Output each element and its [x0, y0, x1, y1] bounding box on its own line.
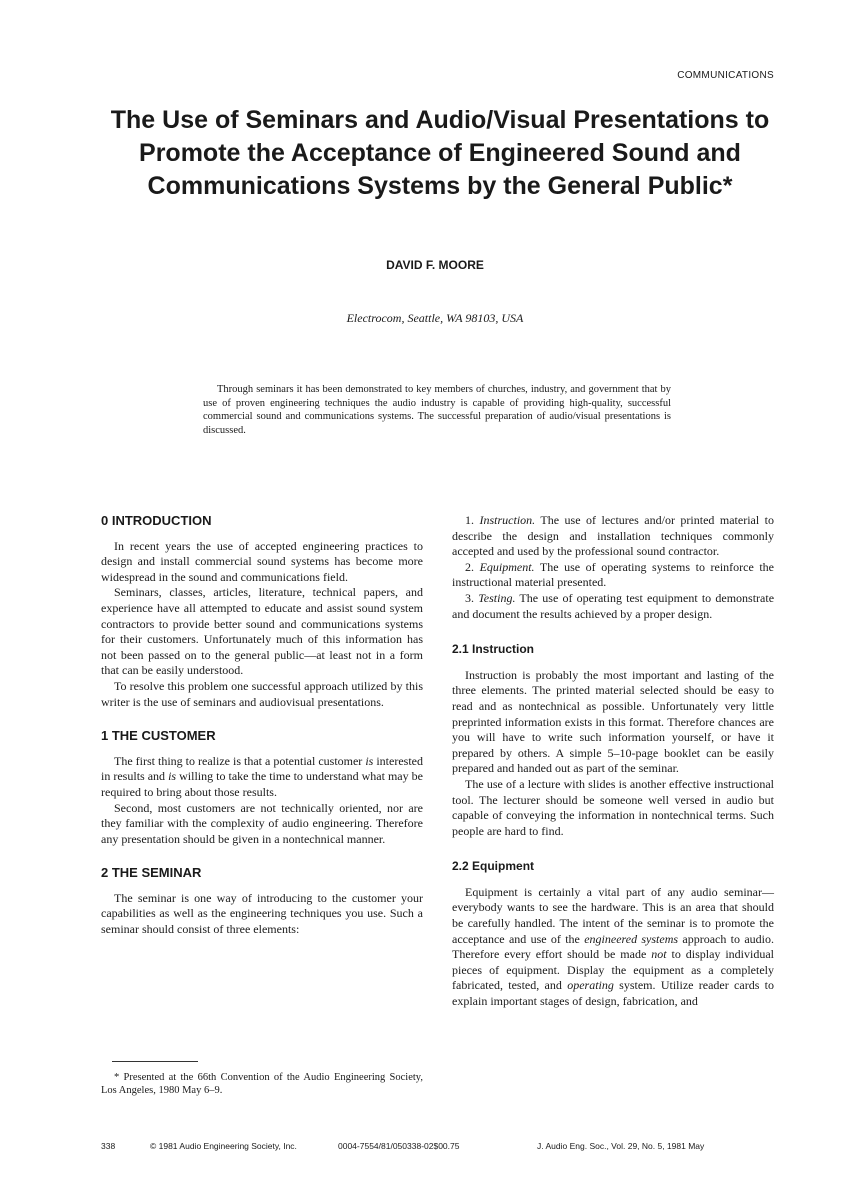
- footnote: * Presented at the 66th Convention of the Audio Engineering Society, Los Angeles, 1980 May 6–9.: [101, 1072, 423, 1096]
- heading-equipment: 2.2 Equipment: [452, 859, 535, 874]
- author-name: DAVID F. MOORE: [386, 258, 484, 272]
- heading-seminar: 2 THE SEMINAR: [101, 865, 202, 881]
- heading-introduction: 0 INTRODUCTION: [101, 513, 212, 528]
- right-column: [452, 513, 774, 1010]
- intro-paragraph: To resolve this problem one successful approach utilized by this writer is the use of seminars and audiovisual presentations.: [101, 678, 423, 709]
- list-item-instruction: 1. Instruction. The use of lectures and/or printed material to describe the design and installation techniques commonly accepted and used by the professional sound contractor.: [452, 513, 774, 559]
- left-column: [101, 513, 423, 938]
- journal-citation: J. Audio Eng. Soc., Vol. 29, No. 5, 1981 May: [537, 1141, 705, 1151]
- section-label: COMMUNICATIONS: [677, 70, 774, 81]
- title-line: The Use of Seminars and Audio/Visual Presentations to: [110, 106, 770, 134]
- article-code: 0004-7554/81/050338-02$00.75: [338, 1141, 460, 1151]
- author-affiliation: Electrocom, Seattle, WA 98103, USA: [346, 311, 524, 325]
- list-item-equipment: 2. Equipment. The use of operating systems to reinforce the instructional material presented.: [452, 559, 775, 590]
- abstract: Through seminars it has been demonstrated to key members of churches, industry, and government that by use of proven engineering techniques the audio industry is capable of providing high-quality, successful commercial sound and communications systems. The successful preparation of audio/visual presentations is discussed.: [203, 384, 671, 436]
- page-number: 338: [101, 1141, 116, 1151]
- heading-customer: 1 THE CUSTOMER: [101, 728, 216, 744]
- customer-paragraph: Second, most customers are not technically oriented, nor are they familiar with the complexity of audio engineering. Therefore any presentation should be given in a nontechnical manner.: [101, 800, 423, 846]
- equipment-paragraph: Equipment is certainly a vital part of any audio seminar—everybody wants to see the hardware. This is an area that should be carefully handled. The intent of the seminar is to promote the acceptance and use of the engineered systems approach to audio. Therefore every effort should be made not to display individual pieces of equipment. Display the equipment as a completely fabricated, tested, and operating system. Utilize reader cards to explain important stages of design, fabrication, and: [452, 884, 774, 1009]
- intro-paragraph: In recent years the use of accepted engineering practices to design and install commercial sound systems has become more widespread in the sound and communications field.: [101, 538, 423, 584]
- customer-paragraph: The first thing to realize is that a potential customer is interested in results and is willing to take the time to understand what may be required to bring about those results.: [101, 753, 423, 799]
- heading-instruction: 2.1 Instruction: [452, 642, 535, 657]
- footnote-divider: [112, 1061, 198, 1062]
- list-item-testing: 3. Testing. The use of operating test equipment to demonstrate and document the results achieved by a proper design.: [452, 590, 775, 621]
- intro-paragraph: Seminars, classes, articles, literature, technical papers, and experience have all attempted to educate and assist sound system contractors to provide better sound and communications systems for their customers. Unfortunately much of this information has not been passed on to the general public—at least not in a form that can be easily understood.: [101, 585, 423, 678]
- instruction-paragraph: Instruction is probably the most important and lasting of the three elements. The printed material selected should be easy to read and as nontechnical as possible. Unfortunately very little preprinted information exists in this format. Therefore chances are you will have to write such information yourself, or have it prepared by others. A simple 5–10-page booklet can be easily prepared and handed out as part of the seminar.: [452, 667, 774, 776]
- paper-title: [60, 104, 820, 203]
- seminar-paragraph: The seminar is one way of introducing to the customer your capabilities as well as the engineering techniques you use. Such a seminar should consist of three elements:: [101, 890, 423, 937]
- title-line: Communications Systems by the General Public*: [147, 172, 733, 200]
- copyright-notice: © 1981 Audio Engineering Society, Inc.: [150, 1141, 297, 1151]
- instruction-paragraph: The use of a lecture with slides is another effective instructional tool. The lecturer should be someone well versed in audio but capable of conveying the information in nontechnical terms. Such people are hard to find.: [452, 776, 774, 838]
- title-line: Promote the Acceptance of Engineered Sound and: [139, 139, 741, 167]
